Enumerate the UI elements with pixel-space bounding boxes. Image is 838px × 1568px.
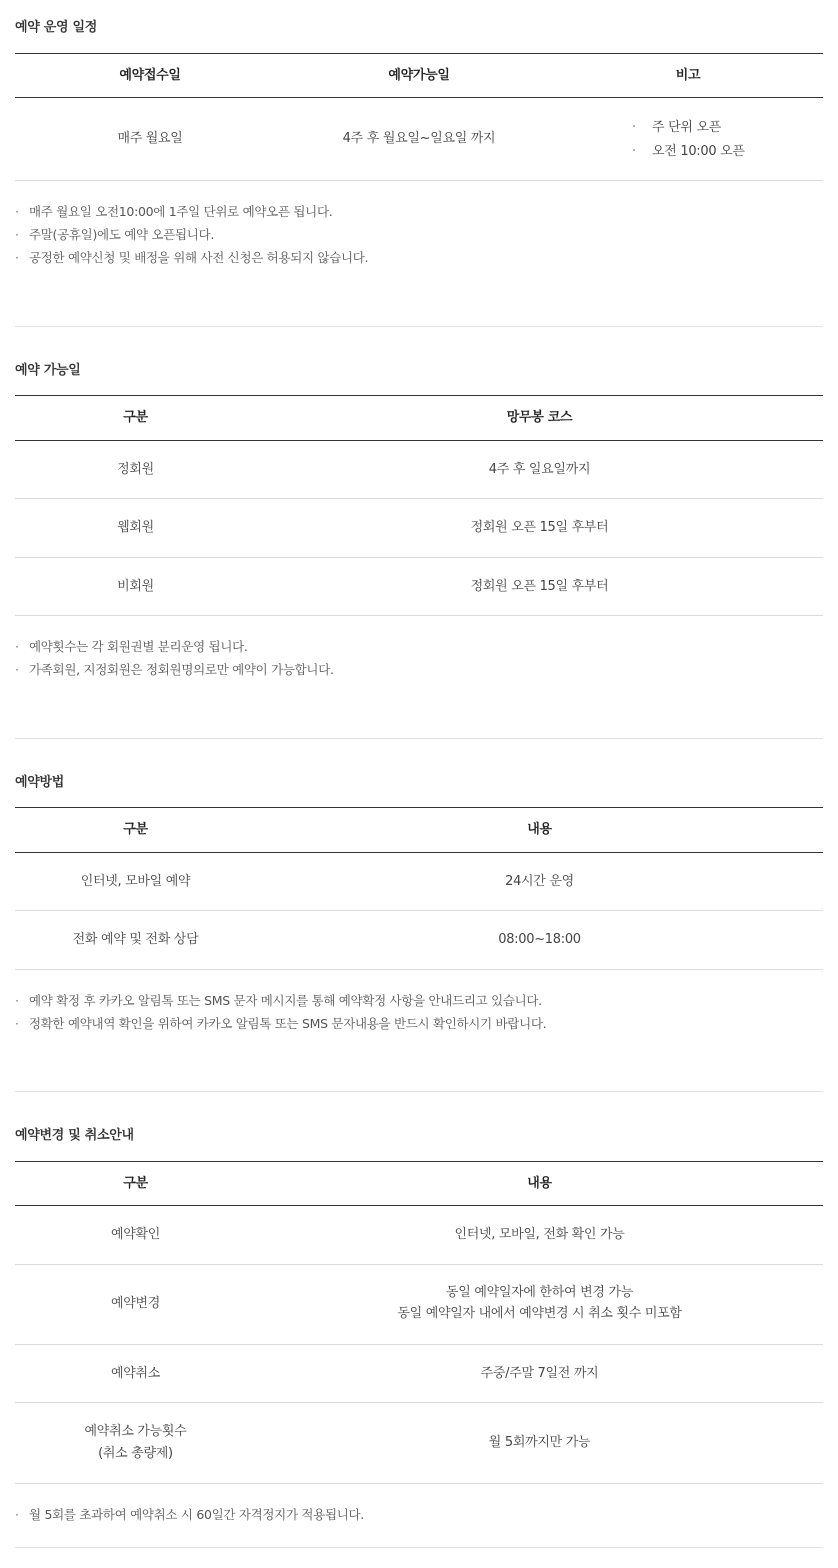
bullet-dot: ·: [15, 639, 19, 654]
table-cell-content: 주중/주말 7일전 까지: [480, 1366, 599, 1381]
bullet-dot: ·: [15, 662, 19, 677]
section-divider: [15, 1547, 823, 1548]
table-cell-course: 정회원 오픈 15일 후부터: [470, 520, 609, 535]
bullet-dot: ·: [15, 1507, 19, 1522]
bullet-dot: ·: [15, 227, 19, 242]
row-border: [15, 1264, 823, 1265]
header-category: 구분: [123, 410, 148, 425]
table-top-border: [15, 807, 823, 808]
table-cell-content: 동일 예약일자에 한하여 변경 가능: [446, 1285, 633, 1300]
row-border: [15, 1344, 823, 1345]
bullet-dot: ·: [15, 204, 19, 219]
section-title-available-days: 예약 가능일: [15, 363, 81, 378]
table-cell-category: (취소 총량제): [98, 1446, 173, 1461]
table-cell-content: 동일 예약일자 내에서 예약변경 시 취소 횟수 미포함: [397, 1306, 682, 1321]
note-item: [15, 1505, 364, 1523]
table-cell-content: 24시간 운영: [505, 874, 574, 889]
table-cell-course: 정회원 오픈 15일 후부터: [470, 579, 609, 594]
table-cell-category: 비회원: [117, 579, 154, 594]
remark-item: [632, 140, 745, 159]
remark-text: 주 단위 오픈: [652, 120, 721, 135]
remark-item: [632, 116, 721, 135]
table-cell-content: 08:00~18:00: [498, 932, 581, 947]
bullet-dot: ·: [15, 1016, 19, 1031]
note-text: 공정한 예약신청 및 배정을 위해 사전 신청은 허용되지 않습니다.: [29, 250, 369, 265]
table-cell-category: 예약확인: [110, 1227, 161, 1242]
note-text: 예약횟수는 각 회원권별 분리운영 됩니다.: [29, 639, 248, 654]
table-cell-category: 정회원: [117, 462, 154, 477]
header-category: 구분: [123, 1176, 148, 1191]
header-bottom-border: [15, 440, 823, 441]
table-top-border: [15, 53, 823, 54]
header-content: 내용: [527, 822, 552, 837]
table-cell-course: 4주 후 일요일까지: [488, 462, 591, 477]
header-category: 구분: [123, 822, 148, 837]
note-item: [15, 202, 332, 220]
note-text: 주말(공휴일)에도 예약 오픈됩니다.: [29, 227, 215, 242]
header-bottom-border: [15, 1205, 823, 1206]
row-border: [15, 969, 823, 970]
section-title-method: 예약방법: [15, 775, 65, 790]
section-divider: [15, 738, 823, 739]
bullet-dot: ·: [632, 144, 636, 159]
table-cell-category: 인터넷, 모바일 예약: [80, 874, 191, 889]
section-title-schedule: 예약 운영 일정: [15, 20, 97, 35]
section-title-change-cancel: 예약변경 및 취소안내: [15, 1128, 134, 1143]
section-divider: [15, 326, 823, 327]
bullet-dot: ·: [632, 120, 636, 135]
table-cell-category: 예약변경: [110, 1296, 161, 1311]
note-item: [15, 1014, 546, 1032]
remark-text: 오전 10:00 오픈: [652, 144, 745, 159]
reception-day-cell: 매주 월요일: [117, 131, 183, 146]
note-item: [15, 660, 334, 678]
header-bottom-border: [15, 97, 823, 98]
bullet-dot: ·: [15, 250, 19, 265]
note-item: [15, 225, 214, 243]
header-reception-day: 예약접수일: [119, 68, 181, 83]
available-day-cell: 4주 후 월요일~일요일 까지: [342, 131, 496, 146]
table-cell-content: 월 5회까지만 가능: [488, 1435, 591, 1450]
header-remarks: 비고: [675, 68, 701, 83]
note-text: 월 5회를 초과하여 예약취소 시 60일간 자격정지가 적용됩니다.: [29, 1507, 364, 1522]
row-border: [15, 910, 823, 911]
row-border: [15, 615, 823, 616]
table-cell-category: 전화 예약 및 전화 상담: [72, 932, 199, 947]
row-border: [15, 557, 823, 558]
note-item: [15, 248, 368, 266]
header-available-day: 예약가능일: [388, 68, 450, 83]
note-text: 정확한 예약내역 확인을 위하여 카카오 알림톡 또는 SMS 문자내용을 반드시 확인하시기 바랍니다.: [29, 1016, 547, 1031]
table-top-border: [15, 1161, 823, 1162]
header-course: 망무봉 코스: [506, 410, 573, 425]
table-cell-category: 예약취소 가능횟수: [84, 1424, 187, 1439]
table-top-border: [15, 395, 823, 396]
row-border: [15, 180, 823, 181]
table-cell-category: 예약취소: [110, 1366, 161, 1381]
table-cell-content: 인터넷, 모바일, 전화 확인 가능: [454, 1227, 625, 1242]
note-text: 가족회원, 지정회원은 정회원명의로만 예약이 가능합니다.: [29, 662, 334, 677]
note-item: [15, 991, 542, 1009]
row-border: [15, 498, 823, 499]
note-text: 매주 월요일 오전10:00에 1주일 단위로 예약오픈 됩니다.: [29, 204, 333, 219]
section-divider: [15, 1091, 823, 1092]
row-border: [15, 1483, 823, 1484]
row-border: [15, 1402, 823, 1403]
header-content: 내용: [527, 1176, 552, 1191]
header-bottom-border: [15, 852, 823, 853]
bullet-dot: ·: [15, 993, 19, 1008]
note-text: 예약 확정 후 카카오 알림톡 또는 SMS 문자 메시지를 통해 예약확정 사항을 안내드리고 있습니다.: [29, 993, 542, 1008]
table-cell-category: 웹회원: [117, 520, 154, 535]
note-item: [15, 637, 248, 655]
